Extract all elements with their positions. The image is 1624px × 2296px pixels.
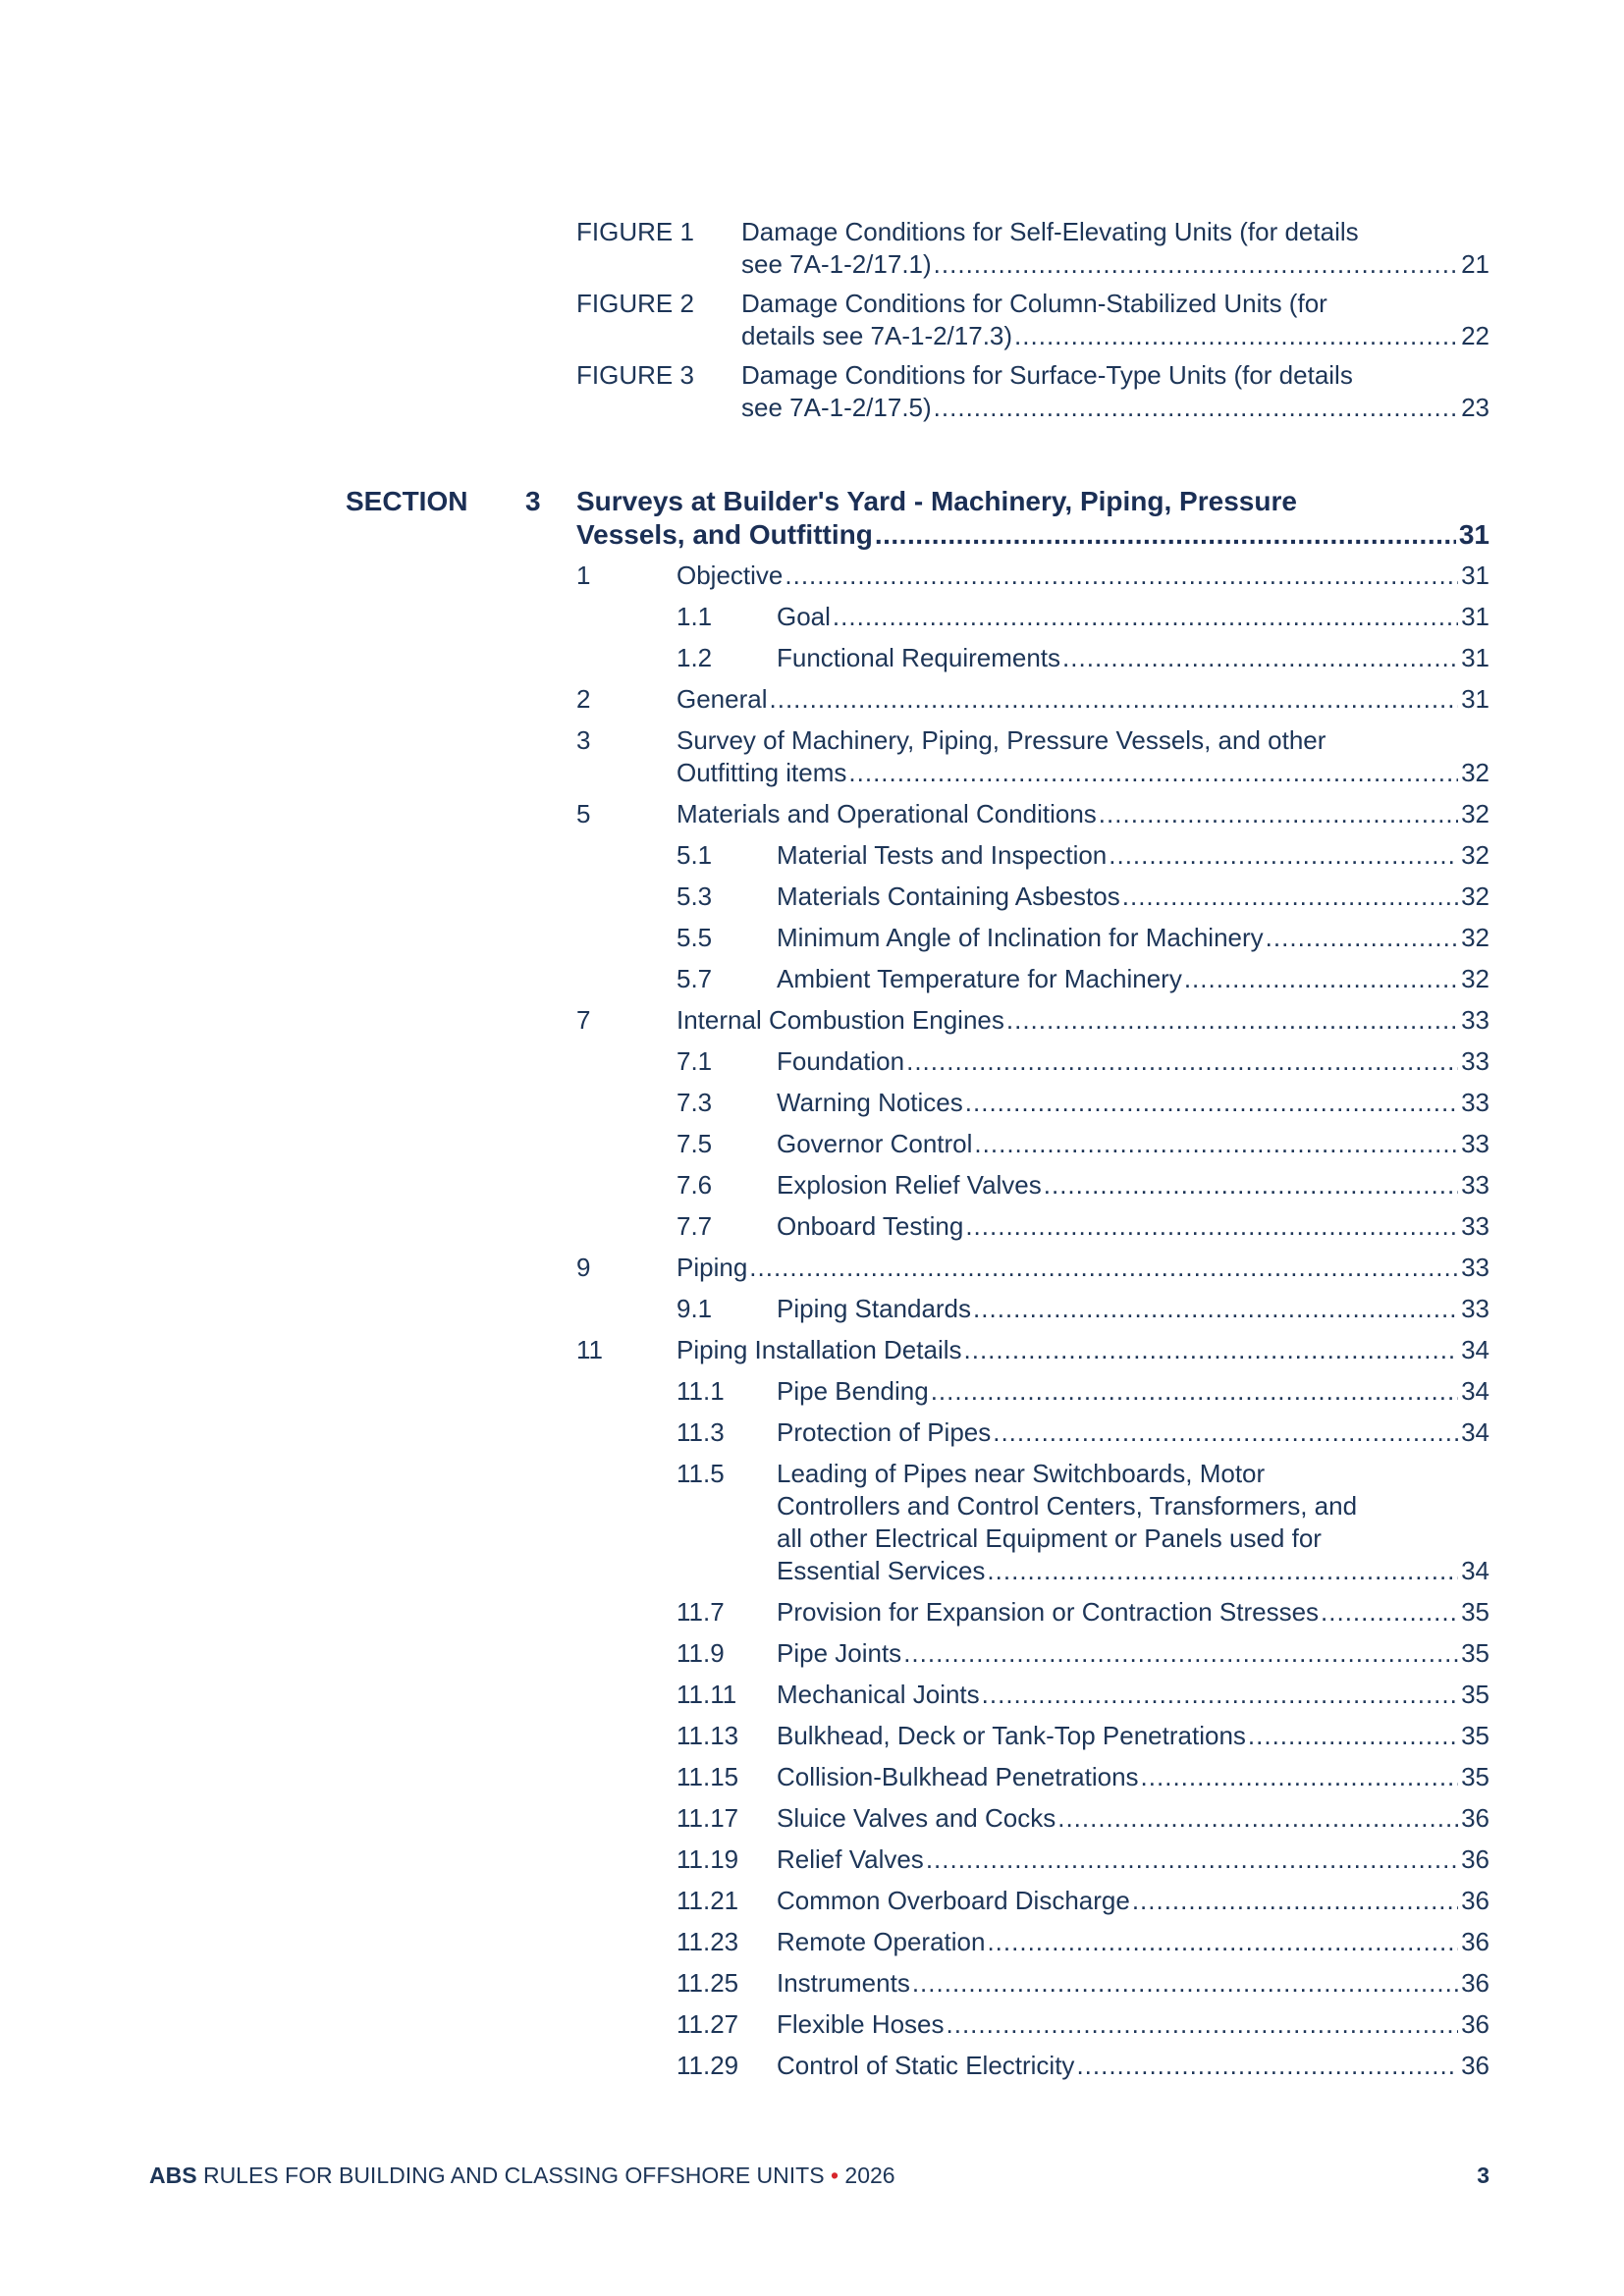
toc-entry-page-number: 35 — [1461, 1680, 1489, 1709]
toc-entry-number: 11.1 — [677, 1376, 725, 1406]
toc-entry[interactable] — [576, 601, 1489, 633]
figure-title-line: Damage Conditions for Self-Elevating Units (for details — [741, 217, 1359, 246]
figure-entry[interactable] — [576, 216, 1489, 281]
section-page-number: 31 — [1458, 519, 1489, 550]
toc-entry-title-line: Minimum Angle of Inclination for Machinery — [777, 923, 1264, 952]
toc-entry[interactable] — [576, 1210, 1489, 1243]
toc-entry[interactable] — [576, 560, 1489, 592]
toc-entry-title-line: Collision-Bulkhead Penetrations — [777, 1762, 1139, 1791]
toc-entry-title-line: Pipe Joints — [777, 1638, 902, 1668]
toc-entry-title-line: Governor Control — [777, 1129, 973, 1158]
toc-entry-number: 11.15 — [677, 1762, 739, 1791]
toc-entry-page-number: 32 — [1461, 840, 1489, 870]
toc-entry-title-line: Flexible Hoses — [777, 2009, 945, 2039]
toc-entry-page-number: 33 — [1461, 1294, 1489, 1323]
dot-leader — [965, 1087, 1458, 1119]
toc-entry[interactable] — [576, 1967, 1489, 2000]
toc-entry-page-number: 31 — [1461, 561, 1489, 590]
dot-leader — [1248, 1720, 1458, 1752]
figure-title-line: Damage Conditions for Surface-Type Units (for details — [741, 360, 1353, 390]
toc-entry-number: 7.6 — [677, 1170, 713, 1200]
toc-entry[interactable] — [576, 1128, 1489, 1160]
toc-entry-title-line: Common Overboard Discharge — [777, 1886, 1130, 1915]
toc-entry[interactable] — [576, 963, 1489, 995]
toc-entry-number: 7.7 — [677, 1211, 713, 1241]
toc-entry[interactable] — [576, 1926, 1489, 1958]
toc-entry-page-number: 31 — [1461, 602, 1489, 631]
toc-entry-page-number: 33 — [1461, 1253, 1489, 1282]
footer-bullet: • — [830, 2163, 839, 2188]
toc-entry-page-number: 33 — [1461, 1046, 1489, 1076]
toc-entry-number: 5 — [576, 799, 591, 828]
section-label: SECTION — [346, 486, 468, 516]
toc-entry-page-number: 35 — [1461, 1638, 1489, 1668]
toc-entry-number: 11.9 — [677, 1638, 725, 1668]
toc-entry-title-line: Piping — [677, 1253, 748, 1282]
toc-entry-page-number: 36 — [1461, 1844, 1489, 1874]
dot-leader — [974, 1128, 1458, 1160]
figure-title-line: see 7A-1-2/17.1) — [741, 249, 932, 279]
toc-entry[interactable] — [576, 1596, 1489, 1629]
dot-leader — [903, 1637, 1458, 1670]
toc-entry-number: 11.29 — [677, 2051, 739, 2080]
toc-entry-page-number: 33 — [1461, 1088, 1489, 1117]
toc-entry-title-line: Outfitting items — [677, 758, 847, 787]
toc-entry-page-number: 32 — [1461, 758, 1489, 787]
toc-entry-title-line: Controllers and Control Centers, Transformers, and — [777, 1491, 1358, 1521]
toc-entry[interactable] — [576, 1169, 1489, 1201]
toc-entry-title-line: Functional Requirements — [777, 643, 1061, 672]
toc-entry-title-line: Provision for Expansion or Contraction Stresses — [777, 1597, 1320, 1627]
figure-title-line: see 7A-1-2/17.5) — [741, 393, 932, 422]
toc-entry-page-number: 34 — [1461, 1376, 1489, 1406]
toc-entry-title-line: Materials and Operational Conditions — [677, 799, 1097, 828]
section-title-line: Vessels, and Outfitting — [576, 519, 873, 550]
toc-entry-title-line: Control of Static Electricity — [777, 2051, 1075, 2080]
toc-entry-page-number: 33 — [1461, 1170, 1489, 1200]
toc-entry-number: 11 — [576, 1335, 603, 1364]
dot-leader — [912, 1967, 1458, 2000]
toc-entry[interactable] — [576, 1087, 1489, 1119]
dot-leader — [1006, 1004, 1458, 1037]
toc-entry-number: 7.3 — [677, 1088, 713, 1117]
toc-entry-title-line: Ambient Temperature for Machinery — [777, 964, 1182, 993]
toc-entry-title-line: Protection of Pipes — [777, 1417, 992, 1447]
toc-entry[interactable] — [576, 1637, 1489, 1670]
dot-leader — [987, 1926, 1458, 1958]
toc-entry-number: 11.23 — [677, 1927, 739, 1956]
toc-entry-title-line: Instruments — [777, 1968, 910, 1998]
dot-leader — [964, 1334, 1459, 1366]
toc-entry-number: 2 — [576, 684, 591, 714]
dot-leader — [982, 1679, 1458, 1711]
dot-leader — [785, 560, 1458, 592]
toc-entry-title-line: Objective — [677, 561, 784, 590]
toc-entry-number: 11.21 — [677, 1886, 739, 1915]
toc-entry-page-number: 31 — [1461, 643, 1489, 672]
toc-entry-title-line: Materials Containing Asbestos — [777, 881, 1120, 911]
toc-entry[interactable] — [576, 798, 1489, 830]
figure-entry[interactable] — [576, 288, 1489, 352]
toc-entry-title-line: Leading of Pipes near Switchboards, Motor — [777, 1459, 1266, 1488]
toc-entry-title-line: General — [677, 684, 768, 714]
dot-leader — [906, 1045, 1458, 1078]
toc-entry-title-line: Pipe Bending — [777, 1376, 929, 1406]
toc-entry-number: 7.5 — [677, 1129, 713, 1158]
toc-entry[interactable] — [576, 1802, 1489, 1835]
toc-entry-page-number: 34 — [1461, 1556, 1489, 1585]
dot-leader — [1044, 1169, 1458, 1201]
toc-entry-page-number: 33 — [1461, 1005, 1489, 1035]
toc-entry[interactable] — [576, 1334, 1489, 1366]
toc-entry-title-line: Goal — [777, 602, 831, 631]
toc-entry-list — [576, 560, 1489, 2091]
toc-entry-title-line: all other Electrical Equipment or Panels used for — [777, 1523, 1322, 1553]
dot-leader — [1184, 963, 1458, 995]
toc-entry-title-line: Foundation — [777, 1046, 905, 1076]
toc-entry[interactable] — [576, 1843, 1489, 1876]
toc-entry-page-number: 36 — [1461, 2009, 1489, 2039]
toc-entry-number: 5.7 — [677, 964, 713, 993]
toc-entry[interactable] — [576, 881, 1489, 913]
toc-entry-number: 11.5 — [677, 1459, 725, 1488]
section-heading[interactable] — [346, 485, 1489, 552]
toc-entry[interactable] — [576, 1045, 1489, 1078]
dot-leader — [1099, 798, 1458, 830]
dot-leader — [1057, 1802, 1458, 1835]
dot-leader — [993, 1416, 1458, 1449]
toc-entry-number: 3 — [576, 725, 591, 755]
figure-page-number: 21 — [1461, 249, 1489, 279]
toc-entry-number: 7 — [576, 1005, 591, 1035]
dot-leader — [833, 601, 1458, 633]
toc-entry[interactable] — [576, 1004, 1489, 1037]
toc-entry-title-line: Remote Operation — [777, 1927, 986, 1956]
dot-leader — [749, 1252, 1458, 1284]
dot-leader — [1076, 2050, 1458, 2082]
figure-title-line: Damage Conditions for Column-Stabilized Units (for — [741, 289, 1327, 318]
dot-leader — [1321, 1596, 1458, 1629]
abs-logo-text: ABS — [149, 2163, 197, 2188]
dot-leader — [875, 518, 1456, 552]
footer-title: RULES FOR BUILDING AND CLASSING OFFSHORE UNITS — [196, 2163, 831, 2188]
toc-entry-number: 11.17 — [677, 1803, 739, 1833]
toc-entry-page-number: 36 — [1461, 1803, 1489, 1833]
toc-entry-number: 11.7 — [677, 1597, 725, 1627]
toc-entry[interactable] — [576, 724, 1489, 789]
toc-entry-page-number: 36 — [1461, 1927, 1489, 1956]
figure-label: FIGURE 3 — [576, 360, 694, 390]
toc-entry[interactable] — [576, 1720, 1489, 1752]
dot-leader — [973, 1293, 1458, 1325]
footer-year: 2026 — [839, 2163, 895, 2188]
dot-leader — [1122, 881, 1458, 913]
toc-entry[interactable] — [576, 922, 1489, 954]
toc-entry-page-number: 34 — [1461, 1417, 1489, 1447]
dot-leader — [1266, 922, 1458, 954]
dot-leader — [1141, 1761, 1459, 1793]
toc-entry-page-number: 36 — [1461, 1886, 1489, 1915]
dot-leader — [934, 248, 1458, 281]
toc-entry-title-line: Explosion Relief Valves — [777, 1170, 1042, 1200]
toc-entry-title-line: Onboard Testing — [777, 1211, 964, 1241]
toc-entry-page-number: 33 — [1461, 1211, 1489, 1241]
dot-leader — [1109, 839, 1458, 872]
toc-entry-number: 9.1 — [677, 1294, 713, 1323]
figure-label: FIGURE 1 — [576, 217, 694, 246]
section-title-line: Surveys at Builder's Yard - Machinery, Piping, Pressure — [576, 486, 1297, 516]
toc-entry-number: 7.1 — [677, 1046, 713, 1076]
dot-leader — [926, 1843, 1458, 1876]
toc-entry-title-line: Essential Services — [777, 1556, 986, 1585]
dot-leader — [770, 683, 1459, 716]
toc-entry-page-number: 34 — [1461, 1335, 1489, 1364]
toc-entry-page-number: 32 — [1461, 964, 1489, 993]
toc-entry[interactable] — [576, 1252, 1489, 1284]
toc-entry-number: 11.13 — [677, 1721, 739, 1750]
dot-leader — [1062, 642, 1458, 674]
toc-entry[interactable] — [576, 1293, 1489, 1325]
dot-leader — [1132, 1885, 1458, 1917]
toc-entry-number: 1 — [576, 561, 591, 590]
figure-page-number: 23 — [1461, 393, 1489, 422]
toc-entry-title-line: Warning Notices — [777, 1088, 963, 1117]
toc-entry-title-line: Relief Valves — [777, 1844, 924, 1874]
toc-entry-page-number: 32 — [1461, 799, 1489, 828]
figure-title-line: details see 7A-1-2/17.3) — [741, 321, 1013, 350]
toc-entry[interactable] — [576, 683, 1489, 716]
toc-entry-title-line: Sluice Valves and Cocks — [777, 1803, 1056, 1833]
dot-leader — [947, 2008, 1459, 2041]
toc-entry-title-line: Bulkhead, Deck or Tank-Top Penetrations — [777, 1721, 1246, 1750]
toc-entry[interactable] — [576, 2008, 1489, 2041]
toc-entry-number: 1.2 — [677, 643, 713, 672]
toc-entry[interactable] — [576, 1761, 1489, 1793]
toc-entry-title-line: Piping Standards — [777, 1294, 972, 1323]
dot-leader — [848, 757, 1458, 789]
toc-entry-page-number: 32 — [1461, 923, 1489, 952]
toc-entry-page-number: 31 — [1461, 684, 1489, 714]
toc-entry[interactable] — [576, 1458, 1489, 1587]
toc-entry-number: 11.3 — [677, 1417, 725, 1447]
toc-entry-number: 11.27 — [677, 2009, 739, 2039]
toc-entry[interactable] — [576, 642, 1489, 674]
toc-entry-title-line: Internal Combustion Engines — [677, 1005, 1004, 1035]
dot-leader — [987, 1555, 1458, 1587]
toc-entry-title-line: Mechanical Joints — [777, 1680, 980, 1709]
figure-label: FIGURE 2 — [576, 289, 694, 318]
toc-entry[interactable] — [576, 2050, 1489, 2082]
toc-entry[interactable] — [576, 1375, 1489, 1408]
toc-entry-title-line: Material Tests and Inspection — [777, 840, 1108, 870]
toc-entry-page-number: 35 — [1461, 1762, 1489, 1791]
toc-entry-page-number: 35 — [1461, 1597, 1489, 1627]
toc-entry-page-number: 35 — [1461, 1721, 1489, 1750]
dot-leader — [931, 1375, 1458, 1408]
toc-entry-page-number: 36 — [1461, 2051, 1489, 2080]
toc-entry-page-number: 36 — [1461, 1968, 1489, 1998]
toc-entry-title-line: Survey of Machinery, Piping, Pressure Vessels, and other — [677, 725, 1326, 755]
toc-entry[interactable] — [576, 1885, 1489, 1917]
section-number: 3 — [525, 486, 541, 516]
toc-entry-number: 11.11 — [677, 1680, 737, 1709]
toc-entry-number: 5.1 — [677, 840, 713, 870]
page-footer — [149, 2162, 1489, 2189]
figure-list — [576, 216, 1489, 431]
toc-entry-title-line: Piping Installation Details — [677, 1335, 962, 1364]
toc-entry-number: 9 — [576, 1253, 591, 1282]
toc-entry[interactable] — [576, 839, 1489, 872]
toc-entry-number: 1.1 — [677, 602, 713, 631]
toc-entry-number: 11.19 — [677, 1844, 739, 1874]
dot-leader — [934, 392, 1458, 424]
toc-entry-page-number: 33 — [1461, 1129, 1489, 1158]
toc-entry-number: 11.25 — [677, 1968, 739, 1998]
dot-leader — [1014, 320, 1458, 352]
toc-entry-number: 5.5 — [677, 923, 713, 952]
toc-entry-number: 5.3 — [677, 881, 713, 911]
figure-entry[interactable] — [576, 359, 1489, 424]
toc-entry[interactable] — [576, 1679, 1489, 1711]
page-number: 3 — [1477, 2163, 1489, 2188]
dot-leader — [965, 1210, 1458, 1243]
toc-entry[interactable] — [576, 1416, 1489, 1449]
figure-page-number: 22 — [1461, 321, 1489, 350]
toc-entry-page-number: 32 — [1461, 881, 1489, 911]
